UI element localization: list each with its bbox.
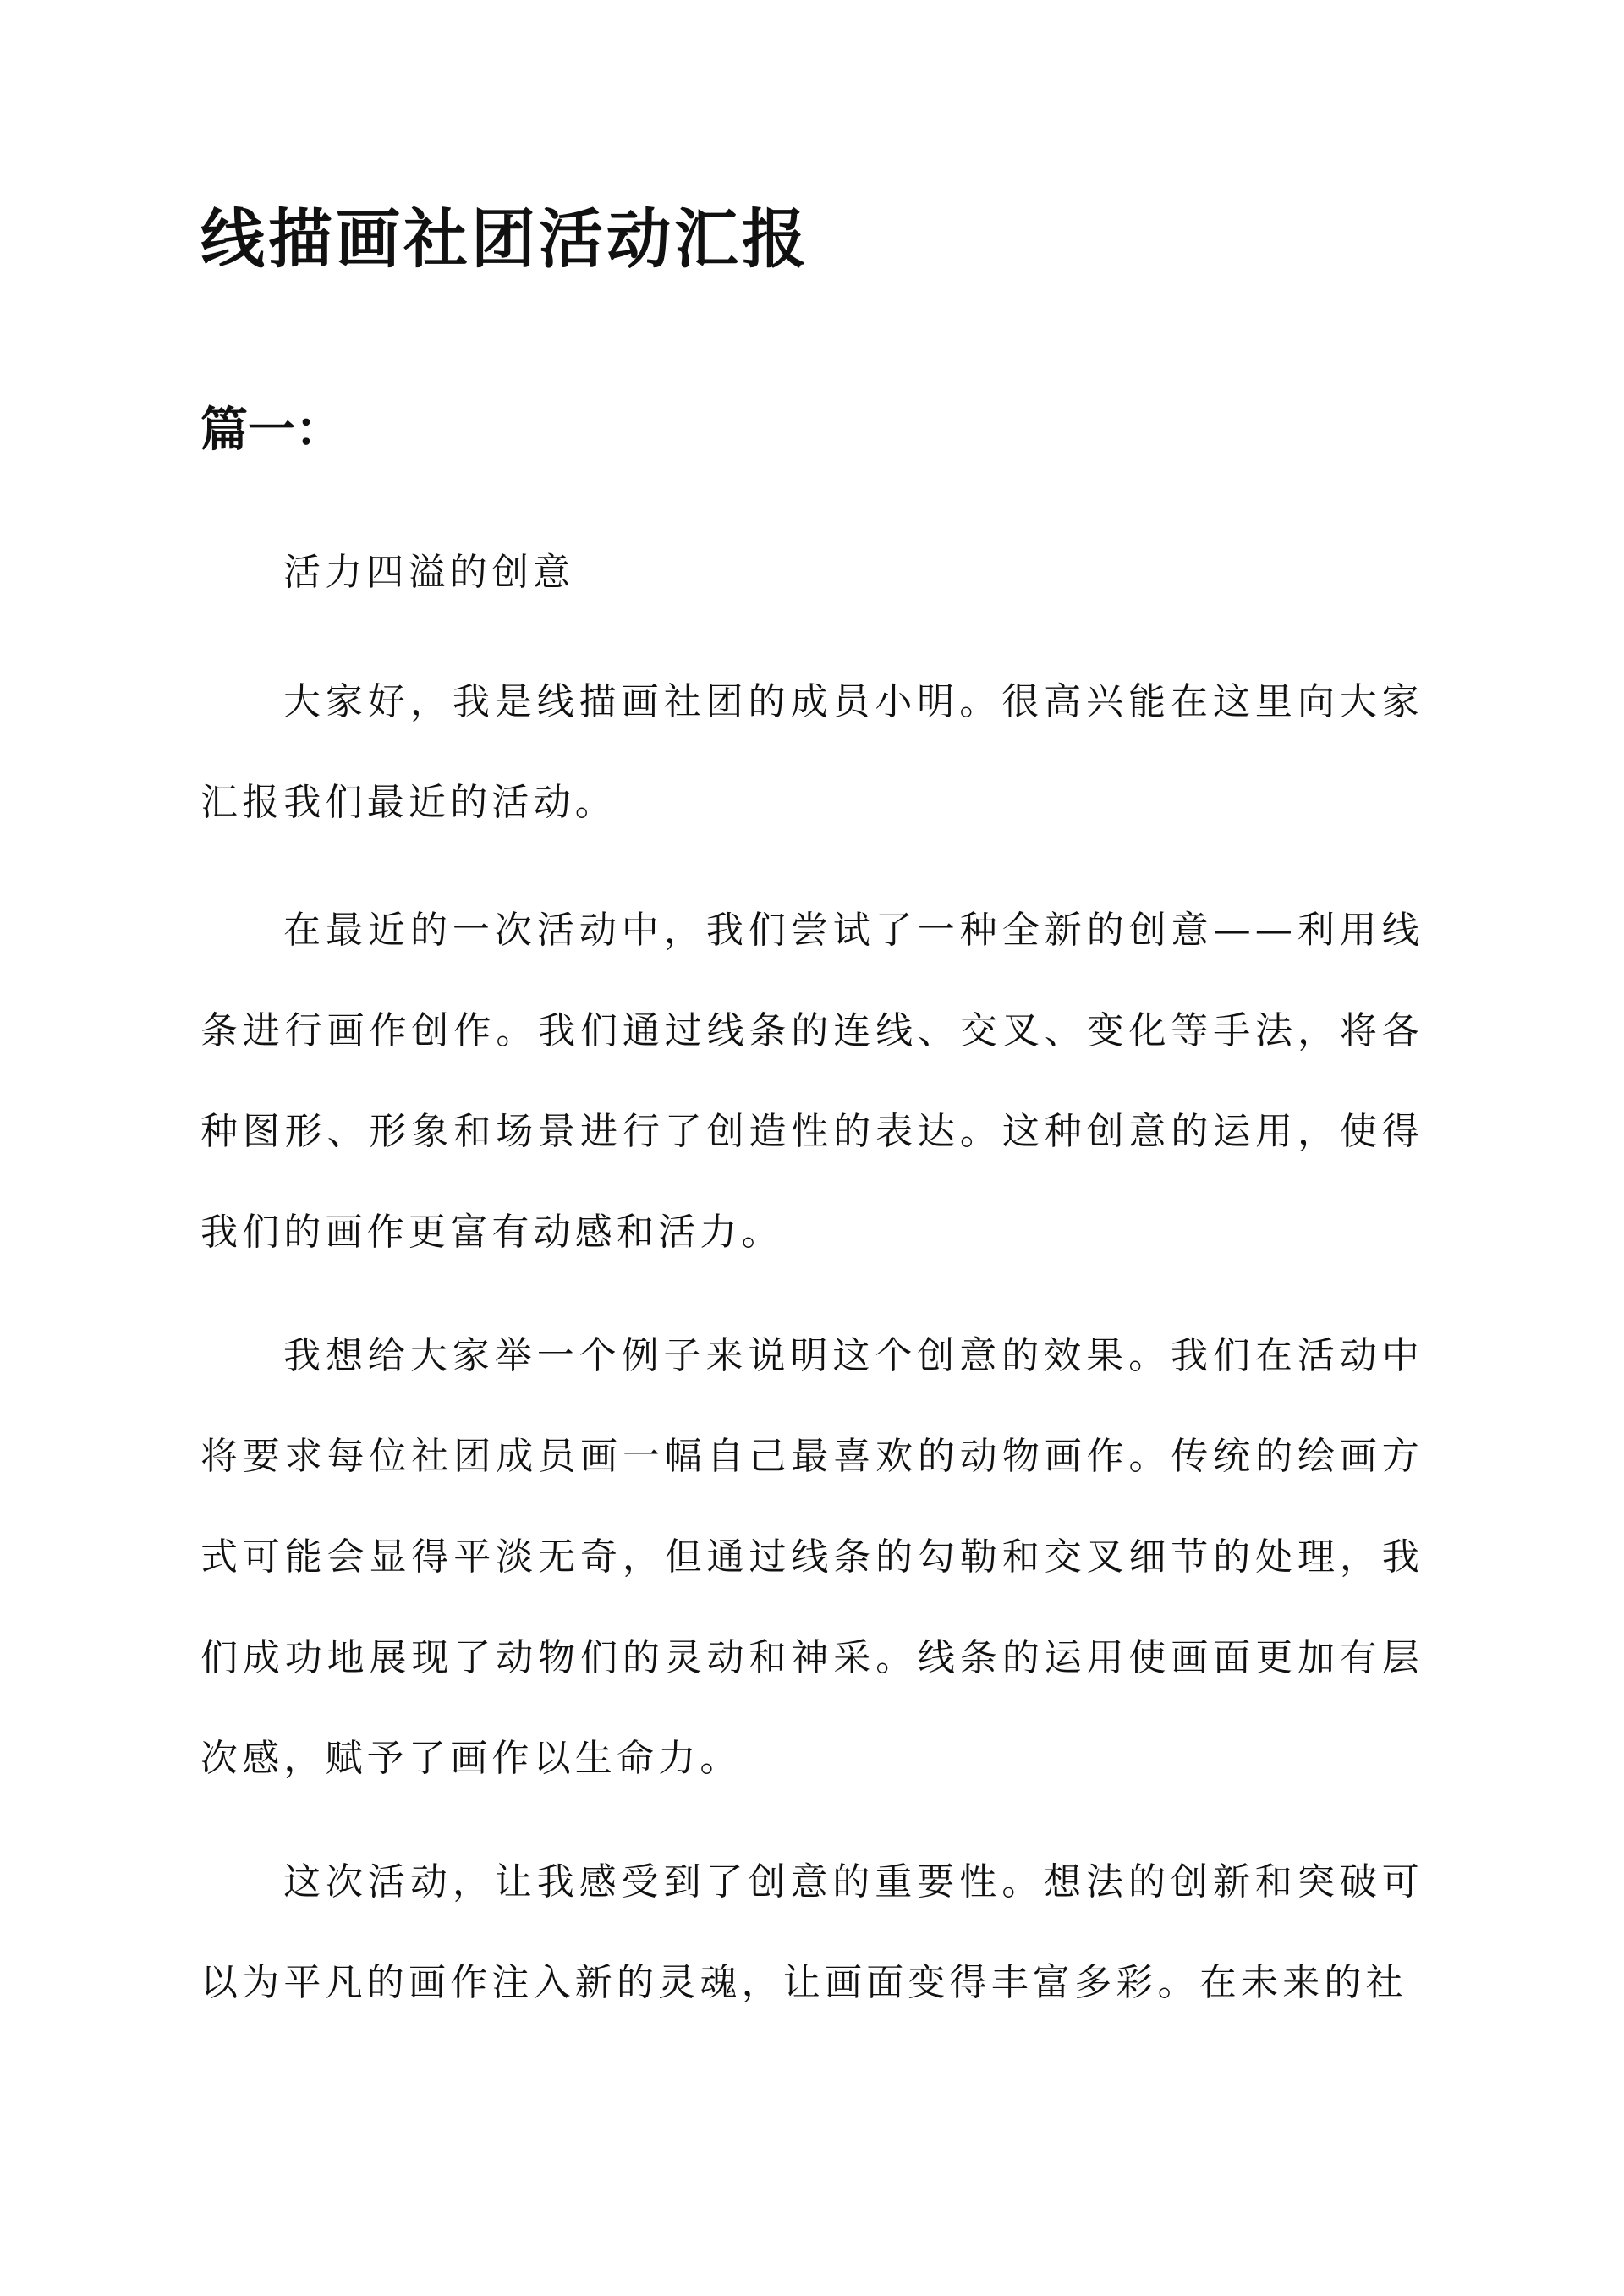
paragraph: 这次活动，让我感受到了创意的重要性。想法的创新和突破可以为平凡的画作注入新的灵魂，让画面变得丰富多彩。在未来的社 <box>200 1860 1424 2004</box>
subtitle: 活力四溢的创意 <box>283 551 575 594</box>
section-heading: 篇一： <box>200 402 343 458</box>
paragraph: 大家好，我是线描画社团的成员小明。很高兴能在这里向大家汇报我们最近的活动。 <box>200 680 1424 824</box>
document-title: 线描画社团活动汇报 <box>200 201 809 277</box>
paragraph: 我想给大家举一个例子来说明这个创意的效果。我们在活动中将要求每位社团成员画一幅自己最喜欢的动物画作。传统的绘画方式可能会显得平淡无奇，但通过线条的勾勒和交叉细节的处理，我们成功地展现了动物们的灵动和神采。线条的运用使画面更加有层次感，赋予了画作以生命力。 <box>200 1334 1424 1780</box>
paragraph: 在最近的一次活动中，我们尝试了一种全新的创意——利用线条进行画作创作。我们通过线条的连线、交叉、变化等手法，将各种图形、形象和场景进行了创造性的表达。这种创意的运用，使得我们的画作更富有动感和活力。 <box>200 909 1424 1254</box>
